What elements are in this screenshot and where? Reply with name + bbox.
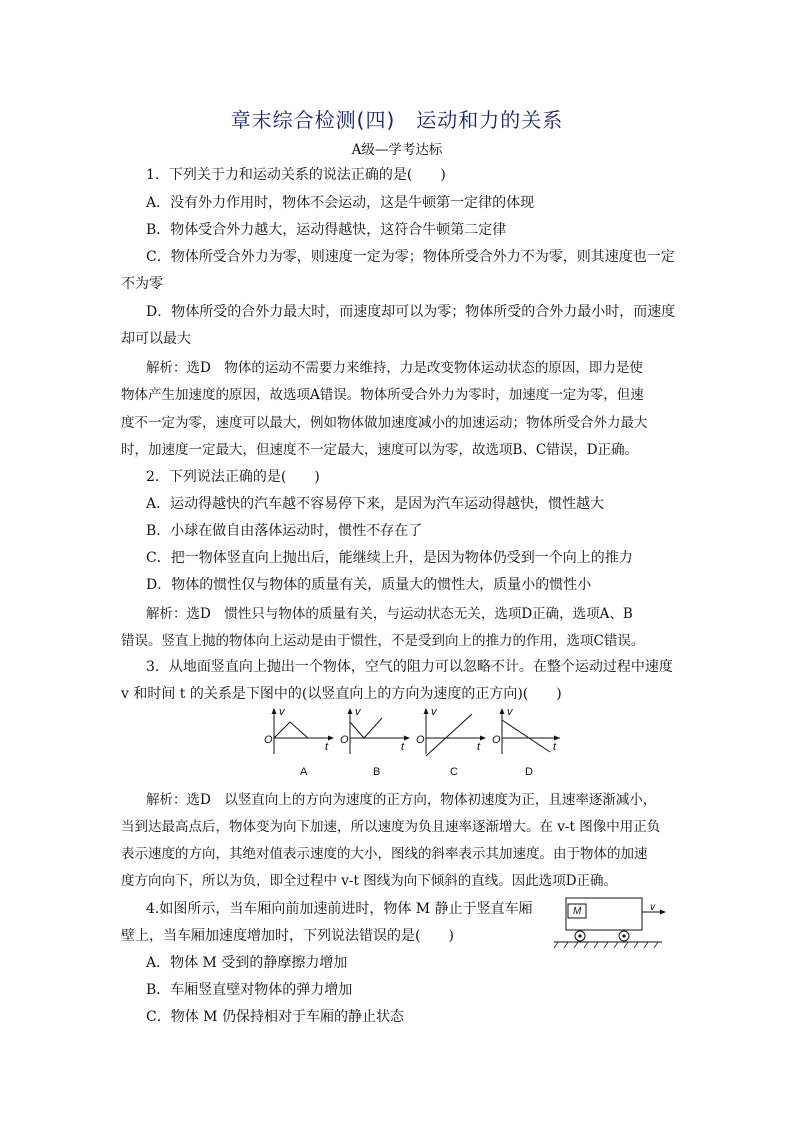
q1-solution-line2: 物体产生加速度的原因，故选项A错误。物体所受合外力为零时，加速度一定为零，但速 (121, 387, 644, 403)
graph-d-line (502, 720, 550, 752)
block-m-label: M (573, 906, 582, 917)
q2-option-b: B．小球在做自由落体运动时，惯性不存在了 (146, 523, 423, 539)
graph-d-caption: D (525, 766, 533, 778)
q3-solution-line4: 度方向向下，所以为负，即全过程中 v-t 图线为向下倾斜的直线。因此选项D正确。 (121, 873, 618, 889)
graph-a-origin-label: O (264, 734, 273, 746)
graph-a-v-label: v (279, 706, 285, 718)
q1-solution-line4: 时，加速度一定最大，但速度不一定最大，速度可以为零，故选项B、C错误，D正确。 (121, 442, 639, 458)
graph-a-t-label: t (325, 741, 329, 753)
q4-stem-line2: 壁上，当车厢加速度增加时，下列说法错误的是( ) (121, 928, 454, 944)
graph-a-caption: A (300, 766, 308, 778)
graph-c-origin-label: O (416, 734, 425, 746)
q1-stem: 1．下列关于力和运动关系的说法正确的是( ) (146, 167, 446, 183)
q4-option-a: A．物体 M 受到的静摩擦力增加 (146, 955, 348, 971)
q2-solution-line1: 解析：选D 惯性只与物体的质量有关，与运动状态无关，选项D正确，选项A、B (146, 606, 633, 622)
q1-option-d-line2: 却可以最大 (121, 331, 191, 347)
graph-c-caption: C (450, 766, 458, 778)
graph-d-origin-label: O (492, 734, 501, 746)
graph-b-t-label: t (401, 741, 405, 753)
page-title: 章末综合检测(四) 运动和力的关系 (230, 108, 564, 132)
q1-option-c-line2: 不为零 (121, 276, 163, 292)
q4-option-c: C．物体 M 仍保持相对于车厢的静止状态 (146, 1009, 404, 1025)
q2-solution-line2: 错误。竖直上抛的物体向上运动是由于惯性，不是受到向上的推力的作用，选项C错误。 (121, 633, 645, 649)
q4-stem-line1: 4.如图所示，当车厢向前加速前进时，物体 M 静止于竖直车厢 (146, 901, 533, 917)
section-subtitle: A级—学考达标 (351, 142, 443, 158)
q3-solution-line3: 表示速度的方向，其绝对值表示速度的大小，图线的斜率表示其加速度。由于物体的加速 (121, 846, 648, 862)
q1-option-a: A．没有外力作用时，物体不会运动，这是牛顿第一定律的体现 (146, 195, 535, 211)
velocity-label: v (650, 902, 655, 913)
graph-c-line (426, 714, 472, 756)
q1-option-c-line1: C．物体所受合外力为零，则速度一定为零；物体所受合外力不为零，则其速度也一定 (146, 249, 675, 265)
q2-option-a: A．运动得越快的汽车越不容易停下来，是因为汽车运动得越快，惯性越大 (146, 496, 605, 512)
q3-solution-line1: 解析：选D 以竖直向上的方向为速度的正方向，物体初速度为正，且速率逐渐减小， (146, 792, 657, 808)
q3-stem-line2: v 和时间 t 的关系是下图中的(以竖直向上的方向为速度的正方向)( ) (121, 686, 562, 702)
graph-b-v-label: v (355, 706, 361, 718)
q4-option-b: B．车厢竖直壁对物体的弹力增加 (146, 982, 353, 998)
q2-option-c: C．把一物体竖直向上抛出后，能继续上升，是因为物体仍受到一个向上的推力 (146, 550, 633, 566)
graph-d-v-label: v (507, 706, 513, 718)
graph-a-line (274, 722, 308, 738)
q1-solution-line3: 度不一定为零，速度可以最大，例如物体做加速度减小的加速运动；物体所受合外力最大 (121, 415, 648, 431)
graph-b-caption: B (373, 766, 381, 778)
q1-solution-line1: 解析：选D 物体的运动不需要力来维持，力是改变物体运动状态的原因，即力是使 (146, 360, 643, 376)
graph-b-line (350, 718, 382, 738)
q2-stem: 2．下列说法正确的是( ) (146, 469, 320, 485)
graph-b-origin-label: O (340, 734, 349, 746)
q1-option-d-line1: D．物体所受的合外力最大时，而速度却可以为零；物体所受的合外力最小时，而速度 (146, 304, 676, 320)
q3-solution-line2: 当到达最高点后，物体变为向下加速，所以速度为负且速率逐渐增大。在 v-t 图像中用正负 (121, 819, 661, 835)
graph-c-v-label: v (431, 706, 437, 718)
graph-d-t-label: t (553, 741, 557, 753)
graph-c-t-label: t (477, 741, 481, 753)
q1-option-b: B．物体受合外力越大，运动得越快，这符合牛顿第二定律 (146, 222, 507, 238)
q2-option-d: D．物体的惯性仅与物体的质量有关，质量大的惯性大，质量小的惯性小 (146, 577, 592, 593)
q3-stem-line1: 3．从地面竖直向上抛出一个物体，空气的阻力可以忽略不计。在整个运动过程中速度 (146, 659, 673, 675)
